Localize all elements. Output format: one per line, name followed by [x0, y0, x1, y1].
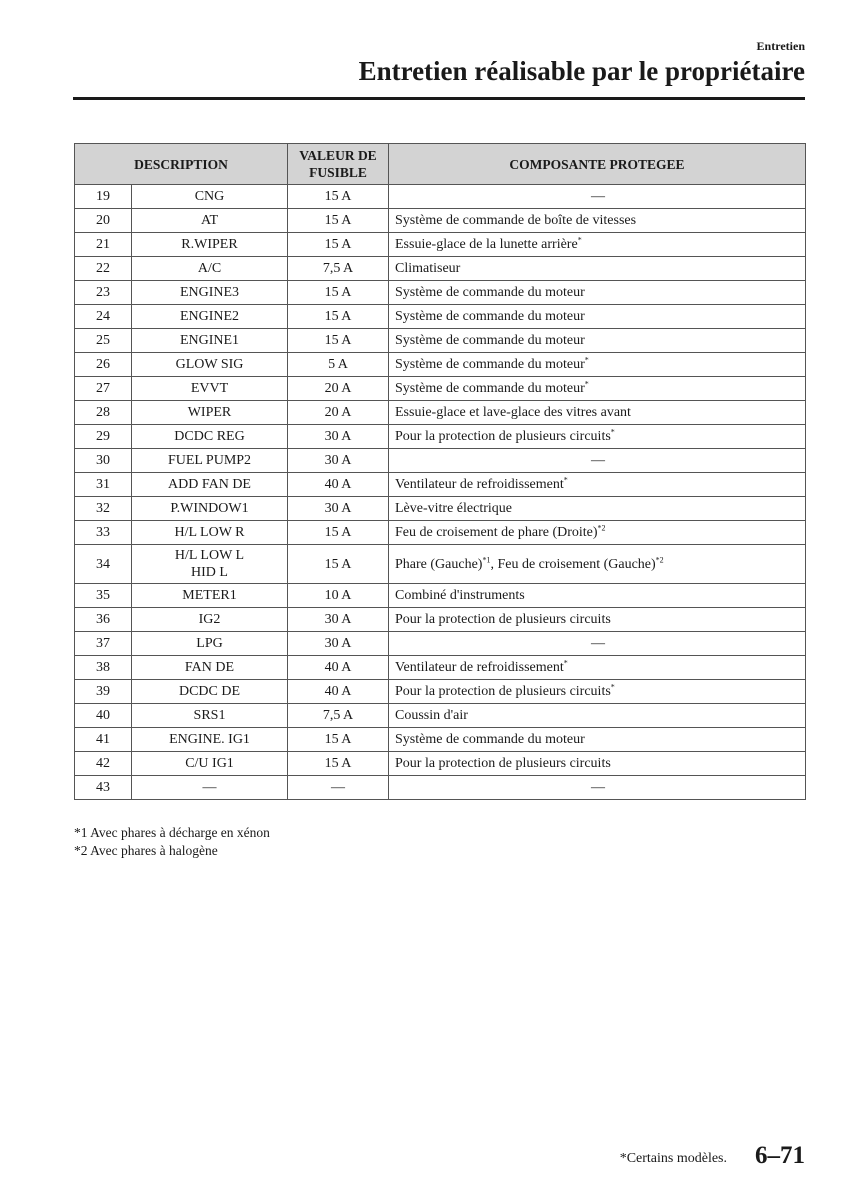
component-text: — — [591, 189, 605, 204]
component-text: Système de commande du moteur — [395, 309, 585, 324]
protected-component-cell — [389, 776, 806, 800]
fuse-number-cell: 27 — [75, 377, 132, 401]
fuse-number-cell: 32 — [75, 497, 132, 521]
fuse-number-cell: 34 — [75, 545, 132, 584]
fuse-rating-cell: 15 A — [288, 545, 389, 584]
table-row — [75, 281, 806, 305]
protected-component-cell — [389, 608, 806, 632]
component-text: — — [591, 636, 605, 651]
component-text: Phare (Gauche) — [395, 556, 483, 572]
footnote-marker: *2 — [597, 523, 606, 533]
footnote-1: *1 Avec phares à décharge en xénon — [74, 825, 270, 840]
title-rule — [73, 97, 805, 100]
protected-component-cell — [389, 704, 806, 728]
protected-component-cell — [389, 545, 806, 584]
table-row — [75, 608, 806, 632]
component-text: Climatiseur — [395, 261, 461, 276]
fuse-rating-cell: 15 A — [288, 521, 389, 545]
component-text: Pour la protection de plusieurs circuits — [395, 756, 611, 771]
protected-component-cell — [389, 680, 806, 704]
page-number: 6–71 — [755, 1142, 805, 1169]
fuse-rating-cell: 20 A — [288, 377, 389, 401]
protected-component-cell — [389, 521, 806, 545]
fuse-number-cell: 28 — [75, 401, 132, 425]
protected-component-cell — [389, 728, 806, 752]
protected-component-cell — [389, 401, 806, 425]
fuse-number-cell: 19 — [75, 185, 132, 209]
fuse-description-cell: METER1 — [132, 584, 288, 608]
protected-component-cell — [389, 497, 806, 521]
fuse-rating-cell: 40 A — [288, 473, 389, 497]
fuse-rating-cell: 15 A — [288, 752, 389, 776]
fuse-number-cell: 43 — [75, 776, 132, 800]
fuse-rating-cell: 30 A — [288, 497, 389, 521]
footnote-2: *2 Avec phares à halogène — [74, 843, 218, 858]
table-row — [75, 377, 806, 401]
table-row — [75, 353, 806, 377]
header-rating — [288, 144, 389, 185]
table-row — [75, 425, 806, 449]
footnote-marker: * — [584, 379, 589, 389]
fuse-description-cell: A/C — [132, 257, 288, 281]
fuse-number-cell: 29 — [75, 425, 132, 449]
table-row — [75, 680, 806, 704]
protected-component-cell — [389, 632, 806, 656]
fuse-description-cell: R.WIPER — [132, 233, 288, 257]
protected-component-cell — [389, 185, 806, 209]
table-row — [75, 545, 806, 584]
table-row — [75, 704, 806, 728]
protected-component-cell — [389, 377, 806, 401]
fuse-rating-cell: 15 A — [288, 209, 389, 233]
fuse-rating-cell: 15 A — [288, 305, 389, 329]
fuse-description-cell: CNG — [132, 185, 288, 209]
fuse-description-cell: ENGINE3 — [132, 281, 288, 305]
protected-component-cell — [389, 425, 806, 449]
header-component: COMPOSANTE PROTEGEE — [389, 144, 806, 185]
header-rating-line1: VALEUR DE — [299, 148, 377, 163]
fuse-number-cell: 30 — [75, 449, 132, 473]
fuse-rating-cell: 15 A — [288, 281, 389, 305]
table-row — [75, 329, 806, 353]
fuse-number-cell: 33 — [75, 521, 132, 545]
component-text: Système de commande du moteur — [395, 333, 585, 348]
fuse-number-cell: 36 — [75, 608, 132, 632]
protected-component-cell — [389, 305, 806, 329]
header-description: DESCRIPTION — [75, 144, 288, 185]
fuse-description-cell: DCDC REG — [132, 425, 288, 449]
protected-component-cell — [389, 353, 806, 377]
table-row — [75, 632, 806, 656]
table-row — [75, 401, 806, 425]
fuse-number-cell: 39 — [75, 680, 132, 704]
fuse-rating-cell: 40 A — [288, 656, 389, 680]
fuse-number-cell: 31 — [75, 473, 132, 497]
component-text: Coussin d'air — [395, 708, 468, 723]
component-text: — — [591, 780, 605, 795]
fuse-table-body — [75, 185, 806, 800]
fuse-description-cell: ENGINE. IG1 — [132, 728, 288, 752]
footnote-marker: *1 — [482, 554, 491, 564]
fuse-rating-cell: 15 A — [288, 233, 389, 257]
component-text: , Feu de croisement (Gauche) — [490, 556, 656, 572]
fuse-rating-cell: — — [288, 776, 389, 800]
protected-component-cell — [389, 473, 806, 497]
footnotes — [74, 824, 270, 860]
table-row — [75, 584, 806, 608]
footnote-marker: * — [563, 658, 568, 668]
table-row — [75, 209, 806, 233]
component-text: Pour la protection de plusieurs circuits — [395, 429, 611, 444]
protected-component-cell — [389, 752, 806, 776]
fuse-rating-cell: 10 A — [288, 584, 389, 608]
fuse-number-cell: 40 — [75, 704, 132, 728]
table-row — [75, 185, 806, 209]
component-text: Système de commande du moteur — [395, 357, 585, 372]
fuse-number-cell: 24 — [75, 305, 132, 329]
protected-component-cell — [389, 584, 806, 608]
footnote-marker: * — [584, 355, 589, 365]
table-row — [75, 305, 806, 329]
component-text: Système de commande du moteur — [395, 381, 585, 396]
fuse-number-cell: 37 — [75, 632, 132, 656]
fuse-rating-cell: 20 A — [288, 401, 389, 425]
fuse-rating-cell: 7,5 A — [288, 257, 389, 281]
component-text: Feu de croisement de phare (Droite) — [395, 525, 598, 540]
component-text: — — [591, 453, 605, 468]
fuse-number-cell: 23 — [75, 281, 132, 305]
fuse-rating-cell: 40 A — [288, 680, 389, 704]
fuse-description-cell: ENGINE2 — [132, 305, 288, 329]
fuse-description-cell: IG2 — [132, 608, 288, 632]
fuse-number-cell: 20 — [75, 209, 132, 233]
table-row — [75, 497, 806, 521]
table-row — [75, 656, 806, 680]
fuse-description-cell: SRS1 — [132, 704, 288, 728]
protected-component-cell — [389, 281, 806, 305]
fuse-rating-cell: 15 A — [288, 185, 389, 209]
fuse-description-cell: FAN DE — [132, 656, 288, 680]
fuse-description-cell: — — [132, 776, 288, 800]
protected-component-cell — [389, 209, 806, 233]
fuse-rating-cell: 30 A — [288, 425, 389, 449]
fuse-description-cell: ADD FAN DE — [132, 473, 288, 497]
fuse-number-cell: 21 — [75, 233, 132, 257]
fuse-rating-cell: 30 A — [288, 449, 389, 473]
fuse-number-cell: 35 — [75, 584, 132, 608]
footnote-marker: * — [563, 475, 568, 485]
footnote-marker: *2 — [655, 554, 664, 564]
fuse-rating-cell: 7,5 A — [288, 704, 389, 728]
component-text: Système de commande de boîte de vitesses — [395, 213, 637, 228]
fuse-rating-cell: 30 A — [288, 608, 389, 632]
fuse-description-cell: ENGINE1 — [132, 329, 288, 353]
protected-component-cell — [389, 257, 806, 281]
table-row — [75, 473, 806, 497]
fuse-description-cell — [132, 545, 288, 584]
fuse-number-cell: 25 — [75, 329, 132, 353]
component-text: Système de commande du moteur — [395, 732, 585, 747]
fuse-rating-cell: 30 A — [288, 632, 389, 656]
section-label: Entretien — [756, 39, 805, 53]
component-text: Combiné d'instruments — [395, 588, 525, 603]
table-header-row — [75, 144, 806, 185]
footnote-marker: * — [610, 427, 615, 437]
fuse-description-cell: DCDC DE — [132, 680, 288, 704]
component-text: Pour la protection de plusieurs circuits — [395, 684, 611, 699]
fuse-number-cell: 41 — [75, 728, 132, 752]
component-text: Ventilateur de refroidissement — [395, 660, 564, 675]
component-text: Essuie-glace de la lunette arrière — [395, 237, 578, 252]
fuse-description-line: H/L LOW L — [174, 548, 245, 563]
fuse-rating-cell: 15 A — [288, 728, 389, 752]
component-text: Ventilateur de refroidissement — [395, 477, 564, 492]
component-text: Système de commande du moteur — [395, 285, 585, 300]
fuse-description-cell: WIPER — [132, 401, 288, 425]
fuse-number-cell: 38 — [75, 656, 132, 680]
fuse-rating-cell: 5 A — [288, 353, 389, 377]
table-row — [75, 728, 806, 752]
protected-component-cell — [389, 656, 806, 680]
fuse-number-cell: 26 — [75, 353, 132, 377]
table-row — [75, 257, 806, 281]
table-row — [75, 776, 806, 800]
table-row — [75, 233, 806, 257]
fuse-table — [74, 143, 806, 800]
footnote-marker: * — [577, 235, 582, 245]
fuse-description-cell: C/U IG1 — [132, 752, 288, 776]
table-row — [75, 521, 806, 545]
page-title: Entretien réalisable par le propriétaire — [358, 56, 805, 86]
table-row — [75, 752, 806, 776]
footer-note: *Certains modèles. — [619, 1151, 727, 1166]
fuse-description-line: HID L — [191, 565, 228, 580]
component-text: Pour la protection de plusieurs circuits — [395, 612, 611, 627]
footnote-marker: * — [610, 682, 615, 692]
fuse-description-cell: GLOW SIG — [132, 353, 288, 377]
fuse-description-cell: FUEL PUMP2 — [132, 449, 288, 473]
component-text: Essuie-glace et lave-glace des vitres avant — [395, 405, 631, 420]
fuse-description-cell: EVVT — [132, 377, 288, 401]
protected-component-cell — [389, 329, 806, 353]
fuse-description-cell: P.WINDOW1 — [132, 497, 288, 521]
fuse-description-cell: LPG — [132, 632, 288, 656]
fuse-number-cell: 42 — [75, 752, 132, 776]
protected-component-cell — [389, 233, 806, 257]
fuse-description-cell: H/L LOW R — [132, 521, 288, 545]
fuse-rating-cell: 15 A — [288, 329, 389, 353]
header-rating-line2: FUSIBLE — [309, 165, 367, 180]
fuse-description-cell: AT — [132, 209, 288, 233]
protected-component-cell — [389, 449, 806, 473]
table-row — [75, 449, 806, 473]
fuse-number-cell: 22 — [75, 257, 132, 281]
component-text: Lève-vitre électrique — [395, 501, 512, 516]
